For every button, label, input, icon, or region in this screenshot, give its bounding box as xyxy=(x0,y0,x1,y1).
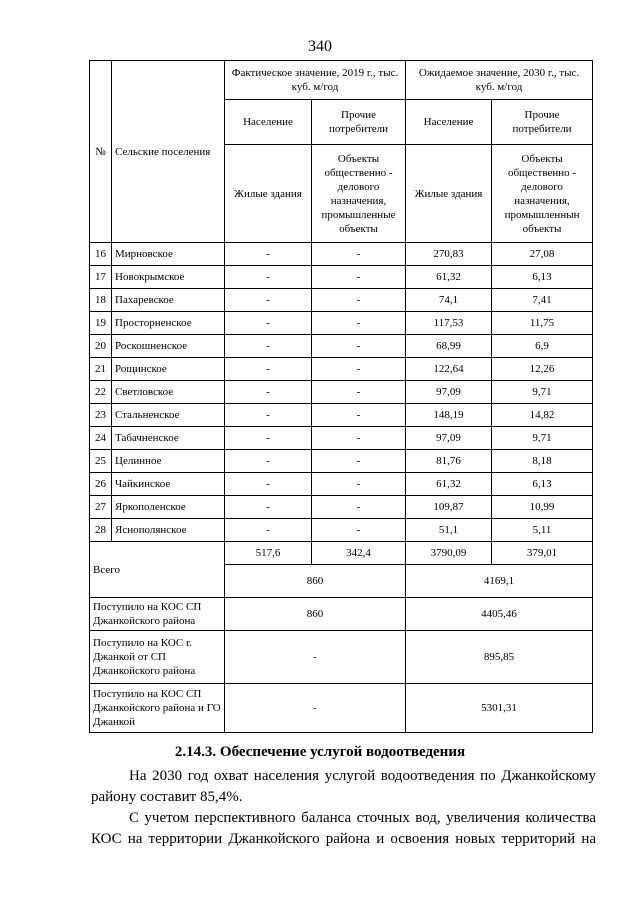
expected-other: 12,26 xyxy=(492,358,593,381)
settlement-name: Яркополенское xyxy=(112,496,225,519)
actual-other: - xyxy=(312,519,406,542)
expected-residential: 97,09 xyxy=(406,381,492,404)
row-number: 22 xyxy=(90,381,112,404)
paragraph-balance-line-2: КОС на территории Джанкойского района и освоения новых территорий на xyxy=(91,831,596,847)
row-number: 20 xyxy=(90,335,112,358)
expected-residential: 51,1 xyxy=(406,519,492,542)
actual-other: - xyxy=(312,496,406,519)
expected-other: 6,9 xyxy=(492,335,593,358)
actual-residential: - xyxy=(225,519,312,542)
table-row xyxy=(90,381,593,404)
actual-residential: - xyxy=(225,427,312,450)
received-city-expected: 895,85 xyxy=(406,631,593,684)
actual-residential: - xyxy=(225,243,312,266)
settlement-name: Светловское xyxy=(112,381,225,404)
settlement-name: Роскошненское xyxy=(112,335,225,358)
header-population-expected: Население xyxy=(406,100,492,145)
actual-other: - xyxy=(312,473,406,496)
actual-residential: - xyxy=(225,473,312,496)
expected-other: 6,13 xyxy=(492,473,593,496)
actual-residential: - xyxy=(225,404,312,427)
received-city-label: Поступило на КОС г. Джанкой от СП Джанкойского района xyxy=(90,631,225,684)
received-total-actual: - xyxy=(225,684,406,733)
expected-residential: 97,09 xyxy=(406,427,492,450)
received-total-expected: 5301,31 xyxy=(406,684,593,733)
row-number: 17 xyxy=(90,266,112,289)
header-no: № xyxy=(90,61,112,243)
received-total-label: Поступило на КОС СП Джанкойского района и ГО Джанкой xyxy=(90,684,225,733)
actual-other: - xyxy=(312,289,406,312)
expected-other: 8,18 xyxy=(492,450,593,473)
table-row xyxy=(90,312,593,335)
section-heading: 2.14.3. Обеспечение услугой водоотведения xyxy=(174,744,466,760)
table-row xyxy=(90,289,593,312)
row-number: 28 xyxy=(90,519,112,542)
expected-residential: 74,1 xyxy=(406,289,492,312)
total-actual-sum: 860 xyxy=(225,565,406,598)
actual-other: - xyxy=(312,427,406,450)
total-actual-other: 342,4 xyxy=(312,542,406,565)
actual-other: - xyxy=(312,312,406,335)
settlement-name: Рощинское xyxy=(112,358,225,381)
expected-residential: 68,99 xyxy=(406,335,492,358)
actual-other: - xyxy=(312,358,406,381)
table-row xyxy=(90,358,593,381)
total-expected-sum: 4169,1 xyxy=(406,565,593,598)
table-row xyxy=(90,473,593,496)
actual-residential: - xyxy=(225,450,312,473)
header-residential-actual: Жилые здания xyxy=(225,145,312,243)
paragraph-coverage-line-1: На 2030 год охват населения услугой водоотведения по Джанкойскому xyxy=(129,768,596,784)
total-expected-residential: 3790,09 xyxy=(406,542,492,565)
settlement-name: Яснополянское xyxy=(112,519,225,542)
actual-residential: - xyxy=(225,381,312,404)
table-row xyxy=(90,519,593,542)
header-other-expected: Прочие потребители xyxy=(492,100,593,145)
expected-other: 27,08 xyxy=(492,243,593,266)
header-settlement: Сельские поселения xyxy=(112,61,225,243)
actual-residential: - xyxy=(225,266,312,289)
table-row xyxy=(90,496,593,519)
table-row xyxy=(90,427,593,450)
header-public-actual: Объекты общественно - делового назначения, промышленные объекты xyxy=(312,145,406,243)
expected-other: 9,71 xyxy=(492,381,593,404)
paragraph-coverage-line-2: району составит 85,4%. xyxy=(91,789,243,805)
row-number: 18 xyxy=(90,289,112,312)
header-other-actual: Прочие потребители xyxy=(312,100,406,145)
received-settlements-label: Поступило на КОС СП Джанкойского района xyxy=(90,598,225,631)
total-label: Всего xyxy=(90,542,225,598)
expected-residential: 109,87 xyxy=(406,496,492,519)
row-number: 21 xyxy=(90,358,112,381)
actual-residential: - xyxy=(225,496,312,519)
wastewater-balance-table xyxy=(89,60,593,733)
row-number: 19 xyxy=(90,312,112,335)
actual-other: - xyxy=(312,335,406,358)
header-expected-2030: Ожидаемое значение, 2030 г., тыс. куб. м/год xyxy=(406,61,593,100)
table-row xyxy=(90,266,593,289)
expected-residential: 148,19 xyxy=(406,404,492,427)
row-number: 26 xyxy=(90,473,112,496)
expected-residential: 117,53 xyxy=(406,312,492,335)
row-number: 23 xyxy=(90,404,112,427)
expected-residential: 61,32 xyxy=(406,473,492,496)
actual-other: - xyxy=(312,404,406,427)
table-row xyxy=(90,404,593,427)
settlement-name: Стальненское xyxy=(112,404,225,427)
expected-residential: 81,76 xyxy=(406,450,492,473)
settlement-name: Просторненское xyxy=(112,312,225,335)
row-number: 16 xyxy=(90,243,112,266)
row-number: 24 xyxy=(90,427,112,450)
settlement-name: Мирновское xyxy=(112,243,225,266)
table-row xyxy=(90,450,593,473)
expected-other: 10,99 xyxy=(492,496,593,519)
actual-other: - xyxy=(312,450,406,473)
actual-other: - xyxy=(312,266,406,289)
header-actual-2019: Фактическое значение, 2019 г., тыс. куб. м/год xyxy=(225,61,406,100)
actual-residential: - xyxy=(225,358,312,381)
header-population-actual: Население xyxy=(225,100,312,145)
actual-residential: - xyxy=(225,335,312,358)
expected-other: 14,82 xyxy=(492,404,593,427)
expected-other: 11,75 xyxy=(492,312,593,335)
expected-other: 9,71 xyxy=(492,427,593,450)
actual-residential: - xyxy=(225,289,312,312)
table-row xyxy=(90,243,593,266)
header-residential-expected: Жилые здания xyxy=(406,145,492,243)
settlement-name: Чайкинское xyxy=(112,473,225,496)
received-settlements-expected: 4405,46 xyxy=(406,598,593,631)
paragraph-coverage xyxy=(91,766,596,808)
total-actual-residential: 517,6 xyxy=(225,542,312,565)
row-number: 25 xyxy=(90,450,112,473)
expected-residential: 122,64 xyxy=(406,358,492,381)
settlement-name: Целинное xyxy=(112,450,225,473)
settlement-name: Табачненское xyxy=(112,427,225,450)
actual-other: - xyxy=(312,243,406,266)
settlement-name: Новокрымское xyxy=(112,266,225,289)
expected-other: 6,13 xyxy=(492,266,593,289)
received-city-actual: - xyxy=(225,631,406,684)
actual-other: - xyxy=(312,381,406,404)
total-expected-other: 379,01 xyxy=(492,542,593,565)
row-number: 27 xyxy=(90,496,112,519)
actual-residential: - xyxy=(225,312,312,335)
expected-other: 5,11 xyxy=(492,519,593,542)
expected-residential: 61,32 xyxy=(406,266,492,289)
paragraph-balance xyxy=(91,808,596,850)
table-row xyxy=(90,335,593,358)
paragraph-balance-line-1: С учетом перспективного баланса сточных вод, увеличения количества xyxy=(129,810,596,826)
expected-other: 7,41 xyxy=(492,289,593,312)
expected-residential: 270,83 xyxy=(406,243,492,266)
header-public-expected: Объекты общественно - делового назначения, промышленнын объекты xyxy=(492,145,593,243)
settlement-name: Пахаревское xyxy=(112,289,225,312)
received-settlements-actual: 860 xyxy=(225,598,406,631)
page-number: 340 xyxy=(308,38,332,55)
